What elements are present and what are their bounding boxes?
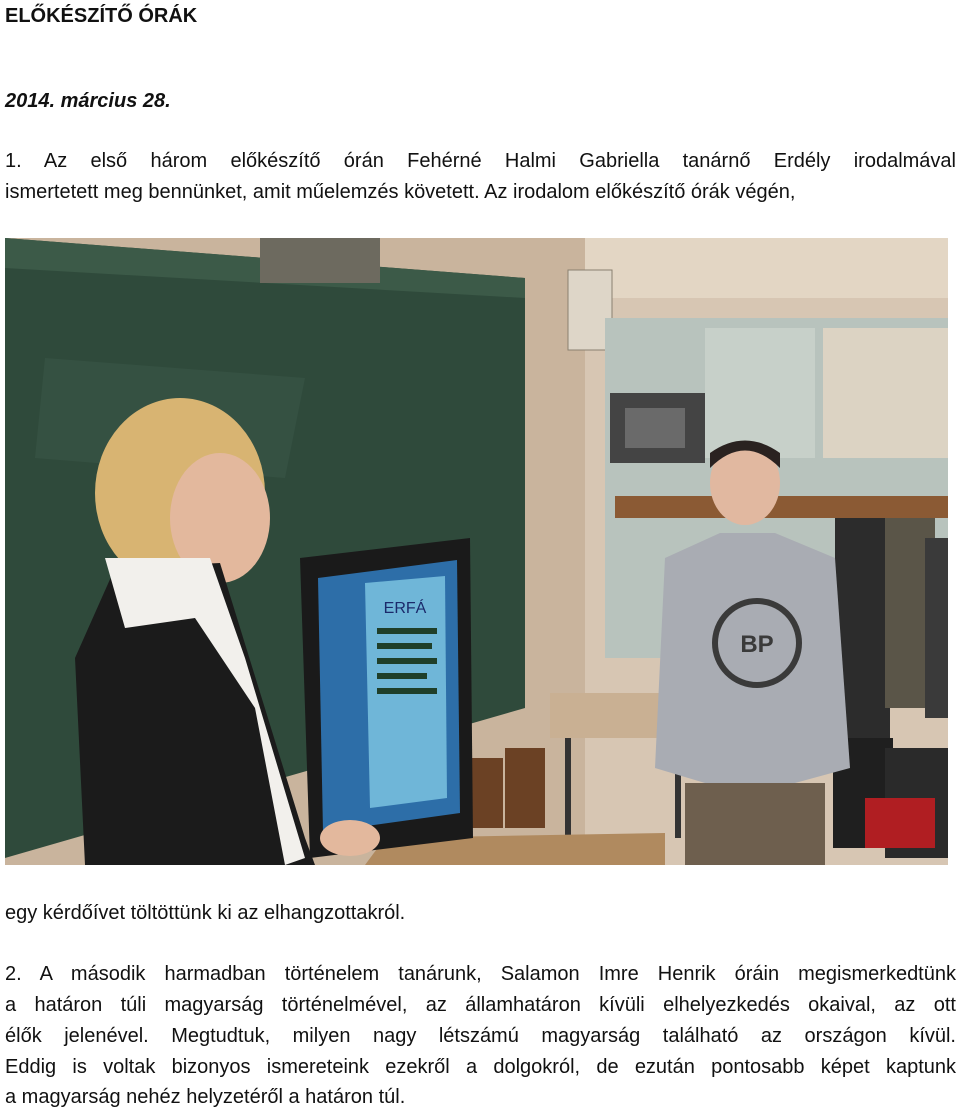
paragraph-2-line-2: a határon túli magyarság történelmével, az államhatáron kívüli elhelyezkedés okaival, az ott [5, 994, 956, 1016]
classroom-photo [5, 238, 948, 865]
page-title: ELŐKÉSZÍTŐ ÓRÁK [5, 5, 198, 27]
paragraph-1-line-3: egy kérdőívet töltöttünk ki az elhangzottakról. [5, 902, 406, 924]
paragraph-2-line-1: 2. A második harmadban történelem tanárunk, Salamon Imre Henrik óráin megismerkedtünk [5, 963, 956, 985]
paragraph-1-line-1: 1. Az első három előkészítő órán Fehérné Halmi Gabriella tanárnő Erdély irodalmával [5, 150, 956, 172]
paragraph-1-line-2: ismertetett meg bennünket, amit műelemzés követett. Az irodalom előkészítő órák végén, [5, 181, 796, 203]
paragraph-2-line-4: Eddig is voltak bizonyos ismereteink ezekről a dolgokról, de ezután pontosabb képet kaptunk [5, 1056, 956, 1078]
shirt-logo-text: BP [740, 631, 774, 658]
screen-title-text: ERFÁ [383, 600, 427, 617]
paragraph-2-line-3: élők jelenével. Megtudtuk, milyen nagy létszámú magyarság található az országon kívül. [5, 1025, 956, 1047]
paragraph-2-line-5: a magyarság nehéz helyzetéről a határon túl. [5, 1086, 406, 1108]
date-line: 2014. március 28. [5, 90, 171, 112]
